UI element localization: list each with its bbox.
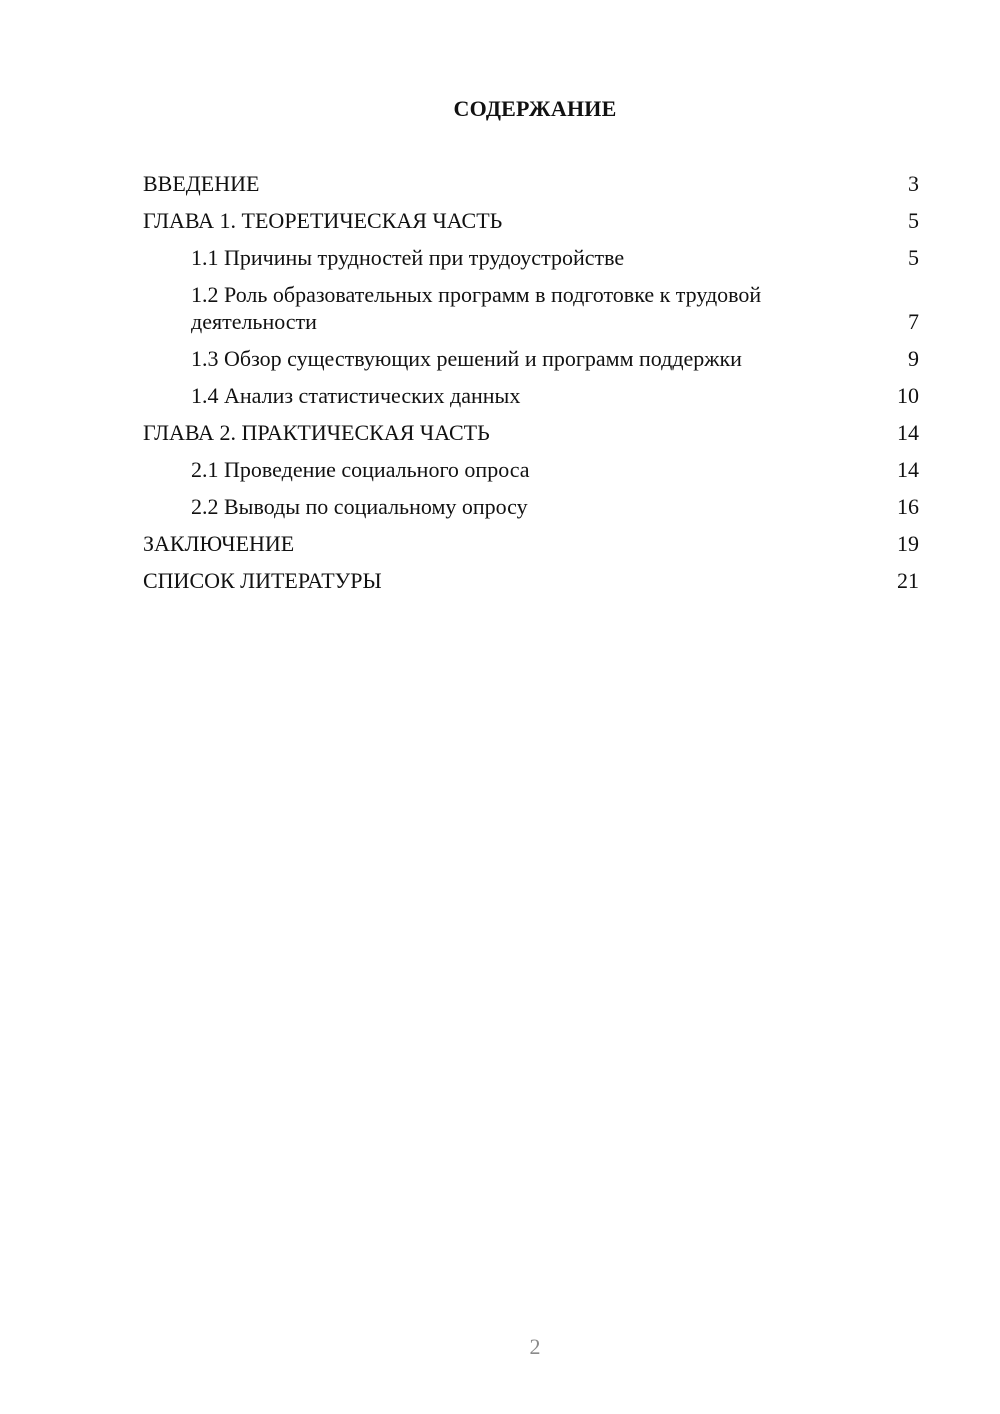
toc-entry-label: ВВЕДЕНИЕ [143,171,260,196]
toc-entry-page: 9 [908,346,919,371]
table-of-contents [143,170,919,604]
page-number: 2 [529,1334,541,1359]
toc-entry-page: 5 [908,245,919,270]
toc-entry-references[interactable] [143,567,919,594]
toc-entry-label: 1.4 Анализ статистических данных [191,383,521,408]
toc-entry-label: ГЛАВА 1. ТЕОРЕТИЧЕСКАЯ ЧАСТЬ [143,208,503,233]
toc-entry-conclusion[interactable] [143,530,919,557]
toc-entry-introduction[interactable] [143,170,919,197]
toc-entry-page: 14 [897,457,919,482]
toc-entry-section-1-4[interactable] [143,382,919,409]
toc-entry-page: 21 [897,568,919,593]
toc-title: СОДЕРЖАНИЕ [453,96,617,121]
toc-entry-page: 3 [908,171,919,196]
toc-entry-section-2-2[interactable] [143,493,919,520]
toc-entry-page: 19 [897,531,919,556]
toc-entry-chapter-2[interactable] [143,419,919,446]
toc-entry-section-2-1[interactable] [143,456,919,483]
toc-entry-label: ГЛАВА 2. ПРАКТИЧЕСКАЯ ЧАСТЬ [143,420,490,445]
toc-entry-page: 7 [908,309,919,334]
toc-entry-section-1-1[interactable] [143,244,919,271]
toc-entry-label: 2.1 Проведение социального опроса [191,457,530,482]
toc-entry-page: 14 [897,420,919,445]
toc-entry-page: 5 [908,208,919,233]
toc-entry-page: 10 [897,383,919,408]
toc-entry-chapter-1[interactable] [143,207,919,234]
toc-entry-label: 2.2 Выводы по социальному опросу [191,494,528,519]
toc-entry-label: 1.1 Причины трудностей при трудоустройстве [191,245,625,270]
toc-entry-section-1-3[interactable] [143,345,919,372]
toc-entry-section-1-2[interactable] [143,281,919,335]
toc-entry-label: 1.2 Роль образовательных программ в подготовке к трудовой деятельности [191,282,762,334]
toc-entry-label: ЗАКЛЮЧЕНИЕ [143,531,295,556]
toc-entry-label: 1.3 Обзор существующих решений и программ поддержки [191,346,742,371]
toc-entry-label: СПИСОК ЛИТЕРАТУРЫ [143,568,382,593]
toc-entry-page: 16 [897,494,919,519]
